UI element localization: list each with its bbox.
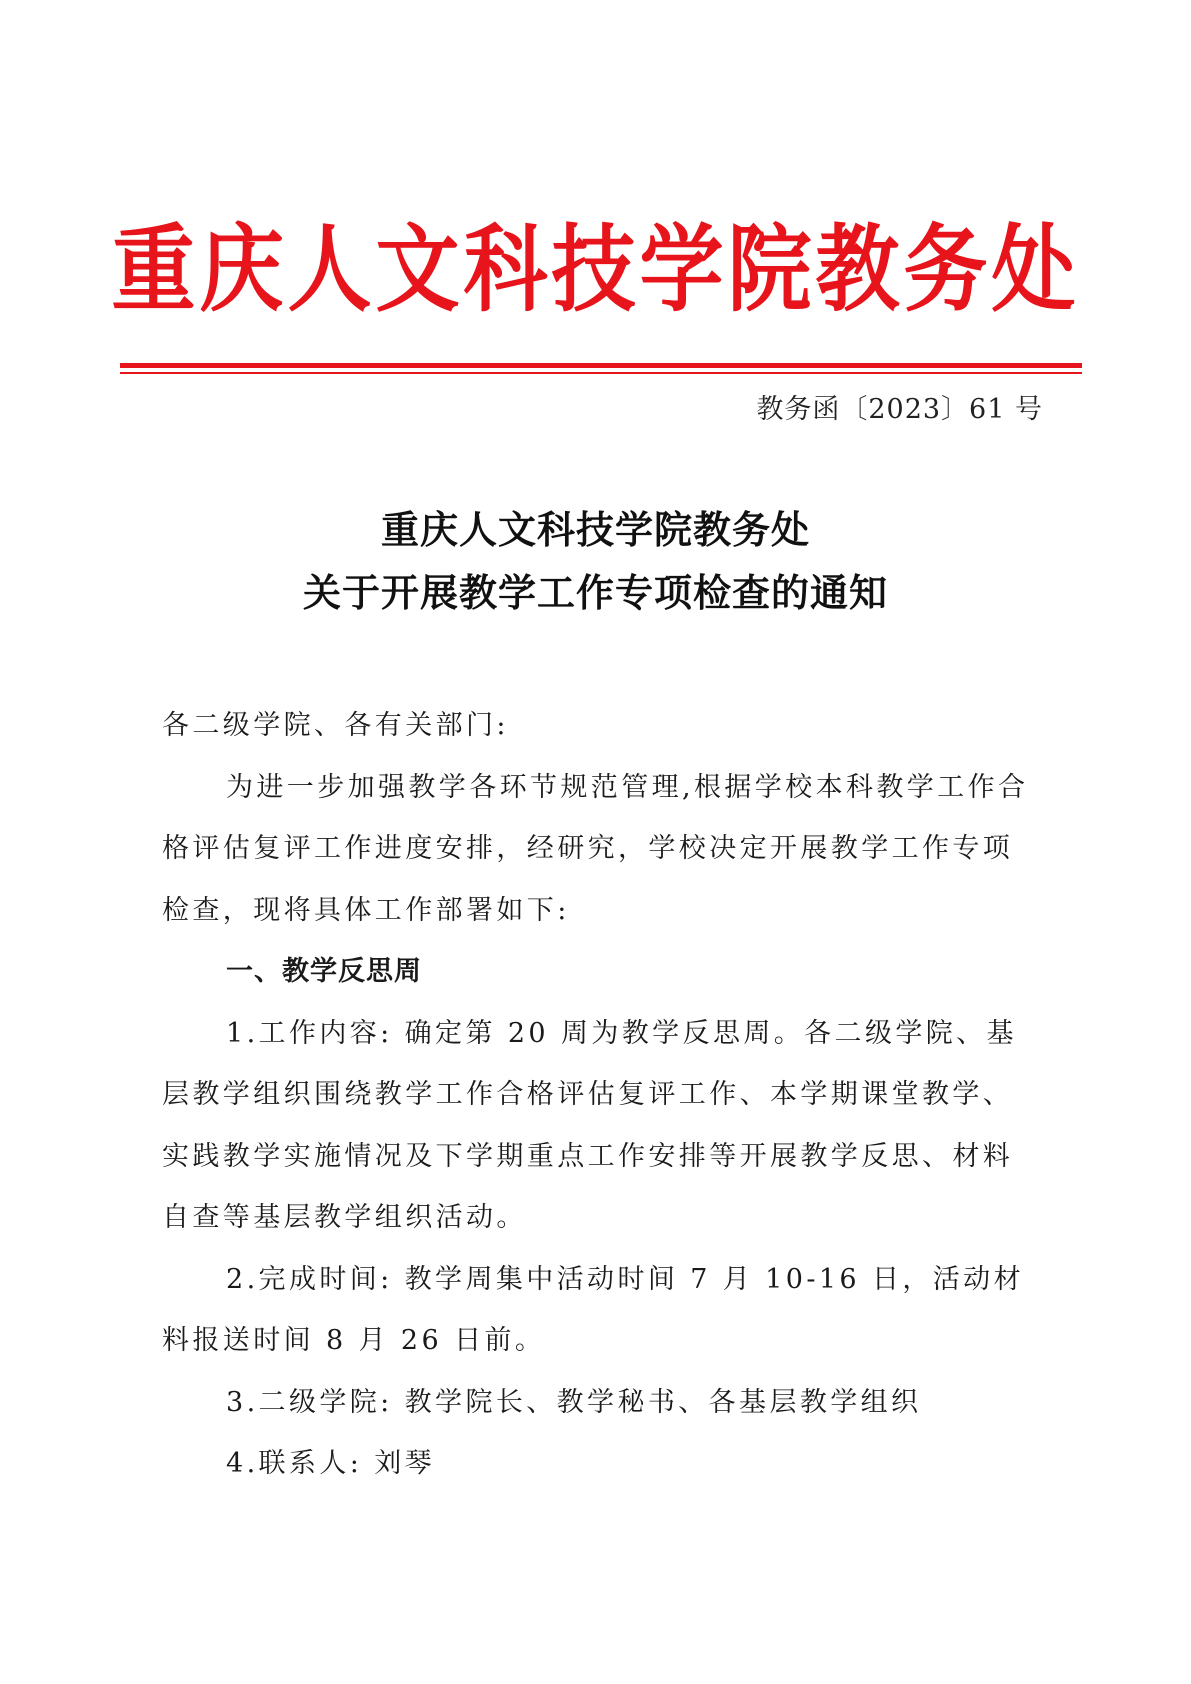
section-1-item-2: 2.完成时间: 教学周集中活动时间 7 月 10-16 日，活动材料报送时间 8 月 26 日前。 [162, 1263, 1024, 1356]
document-title-line-1: 重庆人文科技学院教务处 [380, 508, 810, 552]
salutation: 各二级学院、各有关部门: [162, 710, 509, 741]
masthead-org-name: 重庆人文科技学院教务处 [111, 213, 1080, 325]
section-1-heading: 一、教学反思周 [226, 956, 422, 987]
intro-paragraph: 为进一步加强教学各环节规范管理,根据学校本科教学工作合格评估复评工作进度安排，经研究，学校决定开展教学工作专项检查，现将具体工作部署如下: [162, 771, 1029, 926]
section-1-item-1: 1.工作内容: 确定第 20 周为教学反思周。各二级学院、基层教学组织围绕教学工作合格评估复评工作、本学期课堂教学、实践教学实施情况及下学期重点工作安排等开展教学反思、材料自查等基层教学组织活动。 [162, 1017, 1017, 1233]
document-number: 教务函〔2023〕61 号 [756, 394, 1043, 425]
section-1-item-4: 4.联系人: 刘琴 [226, 1448, 436, 1479]
section-1-item-3: 3.二级学院: 教学院长、教学秘书、各基层教学组织 [226, 1386, 922, 1418]
document-body [162, 695, 1042, 1495]
masthead-red-rule-thick [120, 363, 1082, 368]
document-title-line-2: 关于开展教学工作专项检查的通知 [302, 571, 888, 615]
masthead-red-rule-thin [120, 372, 1082, 374]
